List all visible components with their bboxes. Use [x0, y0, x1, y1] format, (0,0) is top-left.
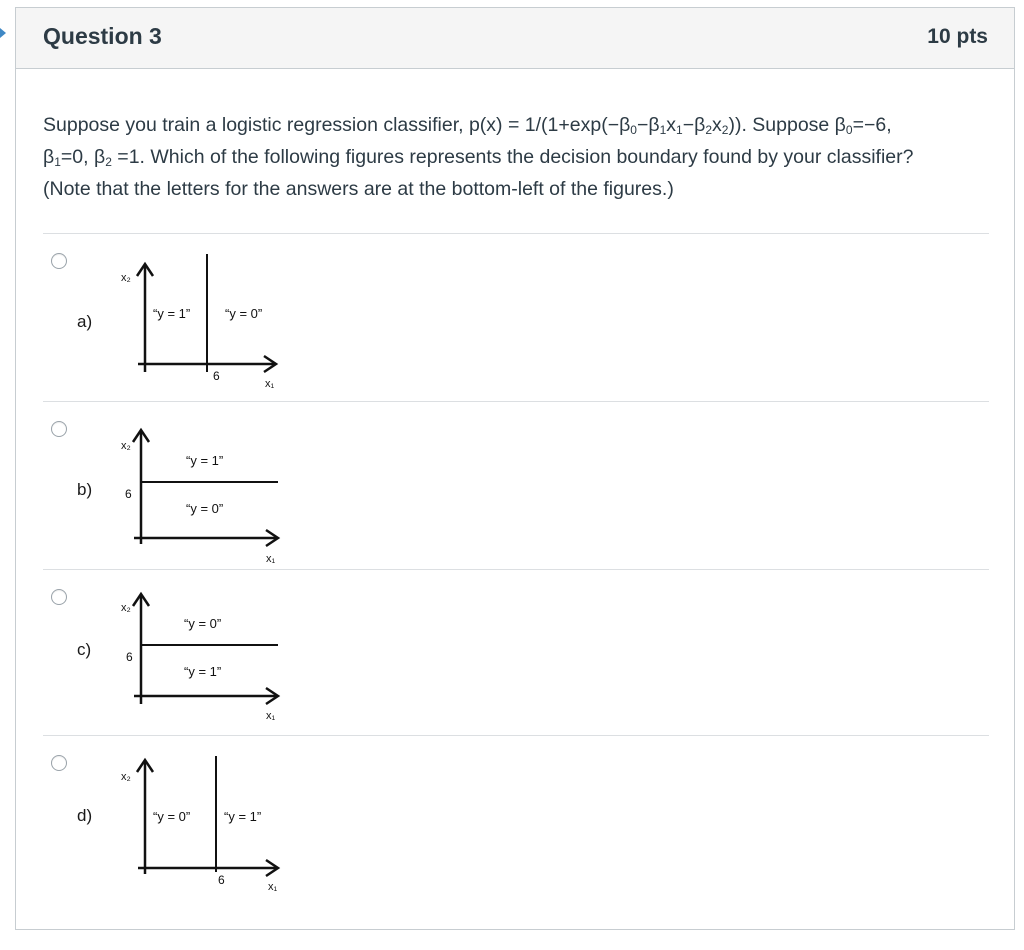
question-header: [16, 8, 1014, 69]
threshold-label: 6: [126, 650, 133, 664]
threshold-label: 6: [125, 487, 132, 501]
subscript: 1: [54, 155, 61, 169]
region-label-top: “y = 1”: [186, 453, 224, 468]
answer-option-d[interactable]: [43, 735, 989, 926]
region-label-bottom: “y = 1”: [184, 664, 222, 679]
subscript: 1: [676, 123, 683, 137]
answer-letter: a): [77, 312, 93, 331]
subscript: 2: [705, 123, 713, 137]
figure-a: [98, 254, 278, 394]
answer-option-b[interactable]: [43, 401, 989, 570]
question-title: Question 3: [43, 23, 162, 49]
question-text-part: −β: [636, 114, 660, 136]
subscript: 2: [105, 155, 112, 169]
question-text-part: =1. Which of the following figures represents the decision boundary found by your classifier?: [111, 146, 914, 168]
subscript: 0: [630, 123, 637, 137]
threshold-label: 6: [218, 873, 225, 887]
axis-label-x1: x₁: [266, 710, 276, 722]
region-label-left: “y = 1”: [153, 306, 191, 321]
current-question-indicator: [0, 28, 6, 38]
region-label-left: “y = 0”: [153, 809, 191, 824]
question-text-part: Suppose you train a logistic regression classifier, p(x) = 1/(1+exp(−β: [43, 114, 631, 136]
question-card: [15, 7, 1015, 930]
axis-label-x1: x₁: [268, 881, 278, 893]
region-label-top: “y = 0”: [184, 616, 222, 631]
axis-label-x2: x₂: [121, 440, 131, 452]
axis-label-x2: x₂: [121, 771, 131, 783]
question-text-part: =0, β: [60, 146, 106, 168]
answer-option-a[interactable]: [43, 233, 989, 402]
question-text: [43, 109, 1003, 205]
axis-label-x2: x₂: [121, 272, 131, 284]
question-text-part: =−6,: [852, 114, 892, 136]
subscript: 0: [845, 123, 853, 137]
axis-label-x2: x₂: [121, 602, 131, 614]
question-text-part: x: [712, 114, 722, 136]
figure-d: [98, 750, 278, 893]
question-note: (Note that the letters for the answers are at the bottom-left of the figures.): [43, 178, 674, 200]
axis-label-x1: x₁: [266, 553, 276, 565]
threshold-label: 6: [213, 369, 220, 383]
question-text-part: x: [666, 114, 677, 136]
answer-radio-c[interactable]: [51, 589, 67, 605]
axis-label-x1: x₁: [265, 378, 275, 390]
question-text-part: −β: [682, 114, 706, 136]
figure-b: [98, 420, 278, 565]
region-label-right: “y = 0”: [225, 306, 263, 321]
answer-letter: d): [77, 806, 93, 825]
question-text-part: )). Suppose β: [728, 114, 846, 136]
answer-option-c[interactable]: [43, 569, 989, 736]
region-label-bottom: “y = 0”: [186, 501, 224, 516]
subscript: 1: [659, 123, 667, 137]
answer-radio-a[interactable]: [51, 253, 67, 269]
answer-radio-d[interactable]: [51, 755, 67, 771]
region-label-right: “y = 1”: [224, 809, 262, 824]
subscript: 2: [721, 123, 729, 137]
question-points: 10 pts: [927, 25, 988, 48]
answer-letter: b): [77, 480, 93, 499]
question-text-part: β: [43, 146, 55, 168]
answer-radio-b[interactable]: [51, 421, 67, 437]
answer-letter: c): [77, 640, 92, 659]
figure-c: [98, 586, 278, 726]
